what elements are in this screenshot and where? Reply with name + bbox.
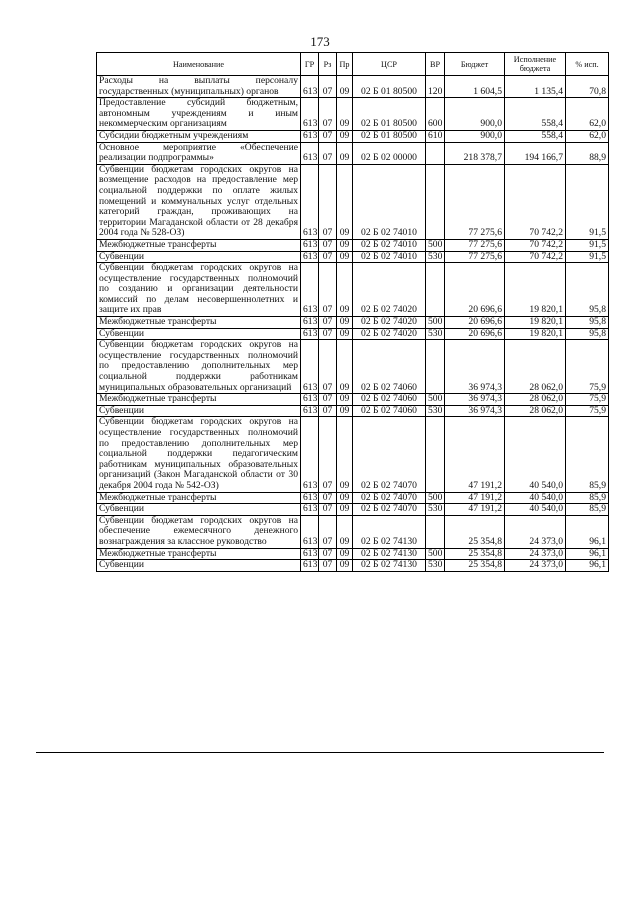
table-row [97, 239, 609, 251]
cell-name: Межбюджетные трансферты [97, 394, 301, 406]
cell-percent: 96,1 [566, 560, 609, 572]
cell-execution: 40 540,0 [505, 492, 566, 504]
cell-vr: 120 [426, 76, 445, 98]
cell-gr: 613 [301, 317, 319, 329]
cell-csr: 02 Б 02 74020 [353, 328, 426, 340]
table-row [97, 492, 609, 504]
cell-execution: 28 062,0 [505, 405, 566, 417]
cell-csr: 02 Б 02 74060 [353, 340, 426, 394]
cell-csr: 02 Б 02 74010 [353, 164, 426, 239]
cell-pr: 09 [337, 142, 353, 164]
cell-name: Основное мероприятие «Обеспечение реализации подпрограммы» [97, 142, 301, 164]
cell-gr: 613 [301, 417, 319, 492]
cell-budget: 900,0 [445, 98, 505, 131]
table-row [97, 317, 609, 329]
cell-budget: 900,0 [445, 130, 505, 142]
table-row [97, 515, 609, 548]
cell-vr: 610 [426, 130, 445, 142]
cell-rz: 07 [319, 317, 337, 329]
cell-rz: 07 [319, 263, 337, 317]
cell-gr: 613 [301, 515, 319, 548]
cell-rz: 07 [319, 251, 337, 263]
cell-csr: 02 Б 02 74070 [353, 504, 426, 516]
cell-name: Межбюджетные трансферты [97, 492, 301, 504]
cell-execution: 24 373,0 [505, 560, 566, 572]
cell-execution: 40 540,0 [505, 417, 566, 492]
cell-gr: 613 [301, 394, 319, 406]
cell-budget: 20 696,6 [445, 317, 505, 329]
table-row [97, 328, 609, 340]
cell-gr: 613 [301, 98, 319, 131]
cell-vr: 530 [426, 251, 445, 263]
cell-execution: 19 820,1 [505, 328, 566, 340]
header-percent: % исп. [566, 53, 609, 76]
cell-percent: 75,9 [566, 340, 609, 394]
cell-name: Субсидии бюджетным учреждениям [97, 130, 301, 142]
footer-divider [36, 752, 604, 753]
cell-budget: 47 191,2 [445, 504, 505, 516]
cell-budget: 25 354,8 [445, 548, 505, 560]
cell-execution: 28 062,0 [505, 394, 566, 406]
cell-pr: 09 [337, 328, 353, 340]
cell-name: Субвенции бюджетам городских округов на осуществление государственных полномочий по предоставлению дополнительных мер социальной поддержки работникам муниципальных образовательных организаций [97, 340, 301, 394]
cell-execution: 70 742,2 [505, 251, 566, 263]
cell-rz: 07 [319, 239, 337, 251]
cell-budget: 77 275,6 [445, 164, 505, 239]
cell-execution: 194 166,7 [505, 142, 566, 164]
table-row [97, 263, 609, 317]
cell-gr: 613 [301, 405, 319, 417]
cell-budget: 47 191,2 [445, 417, 505, 492]
cell-name: Субвенции [97, 251, 301, 263]
cell-gr: 613 [301, 76, 319, 98]
cell-budget: 47 191,2 [445, 492, 505, 504]
cell-percent: 96,1 [566, 515, 609, 548]
cell-gr: 613 [301, 560, 319, 572]
cell-vr [426, 142, 445, 164]
cell-rz: 07 [319, 492, 337, 504]
cell-rz: 07 [319, 142, 337, 164]
cell-percent: 62,0 [566, 130, 609, 142]
cell-vr: 530 [426, 405, 445, 417]
cell-pr: 09 [337, 164, 353, 239]
table-row [97, 76, 609, 98]
cell-pr: 09 [337, 251, 353, 263]
cell-gr: 613 [301, 130, 319, 142]
header-execution: Исполнение бюджета [505, 53, 566, 76]
cell-csr: 02 Б 02 00000 [353, 142, 426, 164]
header-name: Наименование [97, 53, 301, 76]
cell-name: Субвенции бюджетам городских округов на возмещение расходов на предоставление мер социальной поддержки по оплате жилых помещений и коммунальных услуг отдельных категорий граждан, проживающих на территории Магаданской области от 28 декабря 2004 года № 528-ОЗ) [97, 164, 301, 239]
table-body [97, 76, 609, 572]
cell-rz: 07 [319, 76, 337, 98]
table-row [97, 548, 609, 560]
cell-pr: 09 [337, 394, 353, 406]
cell-rz: 07 [319, 394, 337, 406]
table-row [97, 98, 609, 131]
cell-budget: 77 275,6 [445, 239, 505, 251]
cell-name: Межбюджетные трансферты [97, 239, 301, 251]
cell-name: Субвенции бюджетам городских округов на осуществление государственных полномочий по предоставлению дополнительных мер социальной поддержки педагогическим работникам муниципальных образовательных организаций (Закон Магаданской области от 30 декабря 2004 года № 542-ОЗ) [97, 417, 301, 492]
cell-vr [426, 417, 445, 492]
cell-name: Расходы на выплаты персоналу государственных (муниципальных) органов [97, 76, 301, 98]
cell-pr: 09 [337, 515, 353, 548]
cell-csr: 02 Б 02 74130 [353, 548, 426, 560]
cell-gr: 613 [301, 251, 319, 263]
cell-name: Субвенции [97, 405, 301, 417]
cell-vr: 500 [426, 394, 445, 406]
cell-rz: 07 [319, 560, 337, 572]
cell-csr: 02 Б 02 74060 [353, 405, 426, 417]
cell-gr: 613 [301, 504, 319, 516]
cell-csr: 02 Б 01 80500 [353, 98, 426, 131]
cell-vr: 530 [426, 328, 445, 340]
cell-vr [426, 263, 445, 317]
table-row [97, 504, 609, 516]
table-row [97, 405, 609, 417]
table-row [97, 251, 609, 263]
cell-name: Межбюджетные трансферты [97, 317, 301, 329]
cell-csr: 02 Б 01 80500 [353, 76, 426, 98]
cell-execution: 19 820,1 [505, 263, 566, 317]
cell-csr: 02 Б 02 74010 [353, 251, 426, 263]
budget-table [96, 52, 609, 572]
cell-vr: 500 [426, 239, 445, 251]
header-gr: ГР [301, 53, 319, 76]
cell-csr: 02 Б 01 80500 [353, 130, 426, 142]
cell-gr: 613 [301, 328, 319, 340]
cell-name: Субвенции бюджетам городских округов на осуществление государственных полномочий по созданию и организации деятельности комиссий по делам несовершеннолетних и защите их прав [97, 263, 301, 317]
table-row [97, 340, 609, 394]
cell-csr: 02 Б 02 74020 [353, 317, 426, 329]
cell-csr: 02 Б 02 74060 [353, 394, 426, 406]
cell-csr: 02 Б 02 74130 [353, 515, 426, 548]
cell-budget: 25 354,8 [445, 560, 505, 572]
cell-percent: 70,8 [566, 76, 609, 98]
cell-budget: 36 974,3 [445, 394, 505, 406]
cell-rz: 07 [319, 515, 337, 548]
cell-percent: 95,8 [566, 328, 609, 340]
cell-name: Субвенции бюджетам городских округов на обеспечение ежемесячного денежного вознаграждения за классное руководство [97, 515, 301, 548]
cell-pr: 09 [337, 130, 353, 142]
cell-execution: 19 820,1 [505, 317, 566, 329]
cell-budget: 1 604,5 [445, 76, 505, 98]
cell-csr: 02 Б 02 74070 [353, 492, 426, 504]
cell-pr: 09 [337, 548, 353, 560]
cell-percent: 85,9 [566, 492, 609, 504]
cell-vr: 500 [426, 317, 445, 329]
cell-vr [426, 340, 445, 394]
cell-gr: 613 [301, 142, 319, 164]
cell-gr: 613 [301, 263, 319, 317]
cell-pr: 09 [337, 417, 353, 492]
cell-vr [426, 164, 445, 239]
cell-vr: 600 [426, 98, 445, 131]
cell-name: Предоставление субсидий бюджетным, автономным учреждениям и иным некоммерческим организациям [97, 98, 301, 131]
cell-budget: 36 974,3 [445, 405, 505, 417]
cell-gr: 613 [301, 492, 319, 504]
cell-percent: 91,5 [566, 164, 609, 239]
cell-csr: 02 Б 02 74010 [353, 239, 426, 251]
cell-pr: 09 [337, 560, 353, 572]
cell-vr: 500 [426, 492, 445, 504]
cell-pr: 09 [337, 239, 353, 251]
table-header-row [97, 53, 609, 76]
cell-name: Субвенции [97, 560, 301, 572]
cell-vr: 530 [426, 560, 445, 572]
header-vr: ВР [426, 53, 445, 76]
cell-execution: 70 742,2 [505, 239, 566, 251]
cell-name: Межбюджетные трансферты [97, 548, 301, 560]
cell-pr: 09 [337, 98, 353, 131]
cell-pr: 09 [337, 504, 353, 516]
cell-percent: 75,9 [566, 405, 609, 417]
cell-percent: 88,9 [566, 142, 609, 164]
table-row [97, 130, 609, 142]
cell-percent: 85,9 [566, 504, 609, 516]
cell-rz: 07 [319, 130, 337, 142]
cell-percent: 75,9 [566, 394, 609, 406]
cell-rz: 07 [319, 417, 337, 492]
cell-pr: 09 [337, 263, 353, 317]
cell-pr: 09 [337, 317, 353, 329]
cell-rz: 07 [319, 98, 337, 131]
table-row [97, 164, 609, 239]
cell-percent: 91,5 [566, 239, 609, 251]
cell-execution: 1 135,4 [505, 76, 566, 98]
cell-percent: 96,1 [566, 548, 609, 560]
cell-percent: 95,8 [566, 317, 609, 329]
header-csr: ЦСР [353, 53, 426, 76]
cell-rz: 07 [319, 548, 337, 560]
cell-budget: 218 378,7 [445, 142, 505, 164]
cell-rz: 07 [319, 164, 337, 239]
cell-pr: 09 [337, 340, 353, 394]
cell-vr: 500 [426, 548, 445, 560]
cell-rz: 07 [319, 340, 337, 394]
cell-execution: 558,4 [505, 130, 566, 142]
cell-execution: 70 742,2 [505, 164, 566, 239]
cell-budget: 25 354,8 [445, 515, 505, 548]
cell-name: Субвенции [97, 328, 301, 340]
header-budget: Бюджет [445, 53, 505, 76]
cell-vr: 530 [426, 504, 445, 516]
cell-csr: 02 Б 02 74070 [353, 417, 426, 492]
cell-vr [426, 515, 445, 548]
cell-execution: 24 373,0 [505, 548, 566, 560]
cell-name: Субвенции [97, 504, 301, 516]
cell-gr: 613 [301, 164, 319, 239]
cell-gr: 613 [301, 548, 319, 560]
cell-budget: 77 275,6 [445, 251, 505, 263]
header-pr: Пр [337, 53, 353, 76]
cell-execution: 24 373,0 [505, 515, 566, 548]
page-number: 173 [310, 34, 330, 49]
cell-csr: 02 Б 02 74130 [353, 560, 426, 572]
cell-budget: 20 696,6 [445, 328, 505, 340]
table-row [97, 417, 609, 492]
cell-pr: 09 [337, 76, 353, 98]
cell-execution: 28 062,0 [505, 340, 566, 394]
header-rz: Рз [319, 53, 337, 76]
cell-execution: 558,4 [505, 98, 566, 131]
cell-csr: 02 Б 02 74020 [353, 263, 426, 317]
cell-pr: 09 [337, 492, 353, 504]
cell-percent: 85,9 [566, 417, 609, 492]
table-row [97, 394, 609, 406]
cell-rz: 07 [319, 405, 337, 417]
cell-rz: 07 [319, 328, 337, 340]
cell-percent: 62,0 [566, 98, 609, 131]
cell-percent: 91,5 [566, 251, 609, 263]
cell-gr: 613 [301, 239, 319, 251]
cell-gr: 613 [301, 340, 319, 394]
cell-percent: 95,8 [566, 263, 609, 317]
table-row [97, 560, 609, 572]
cell-budget: 20 696,6 [445, 263, 505, 317]
cell-budget: 36 974,3 [445, 340, 505, 394]
cell-rz: 07 [319, 504, 337, 516]
cell-pr: 09 [337, 405, 353, 417]
table-row [97, 142, 609, 164]
cell-execution: 40 540,0 [505, 504, 566, 516]
